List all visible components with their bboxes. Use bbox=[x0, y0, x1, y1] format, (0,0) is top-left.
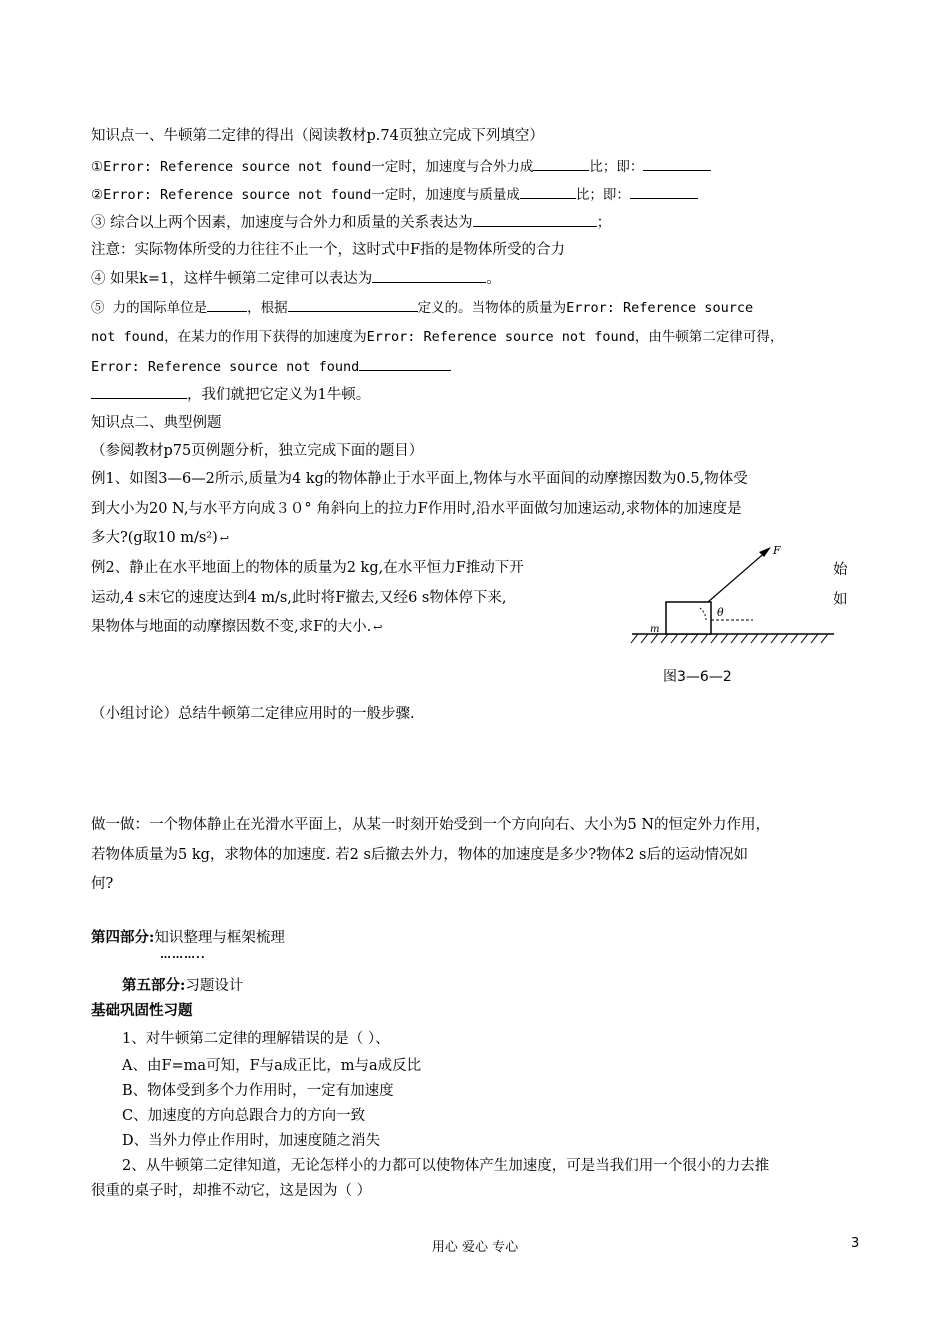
example2-line1: 例2、静止在水平地面上的物体的质量为2 kg,在水平恒力F推动下开 bbox=[91, 560, 524, 576]
kp1-item4-text: ④ 如果k=1，这样牛顿第二定律可以表达为 bbox=[91, 271, 373, 287]
angle-label: θ bbox=[717, 606, 724, 619]
fill-blank[interactable] bbox=[643, 156, 711, 171]
mass-label: m bbox=[650, 624, 660, 635]
kp1-item2-text: ②Error: Reference source not found一定时，加速度与质量成 bbox=[91, 187, 520, 203]
part4-label: 第四部分: bbox=[91, 929, 155, 946]
kp1-note: 注意：实际物体所受的力往往不止一个，这时式中F指的是物体所受的合力 bbox=[91, 242, 566, 258]
fill-blank[interactable] bbox=[359, 356, 451, 371]
kp1-item5-cont: not found，在某力的作用下获得的加速度为Error: Reference source not found，由牛顿第二定律可得， bbox=[91, 329, 784, 345]
fill-blank[interactable] bbox=[520, 184, 576, 199]
force-label: F bbox=[773, 544, 781, 557]
kp1-item5-text: ⑤ 力的国际单位是 bbox=[91, 300, 208, 316]
part4-title: 知识整理与框架梳理 bbox=[154, 930, 285, 946]
link-mark-icon: ↩ bbox=[373, 621, 383, 634]
fill-blank[interactable] bbox=[630, 184, 698, 199]
question1-option-b: B、物体受到多个力作用时，一定有加速度 bbox=[122, 1083, 394, 1099]
kp1-item4 bbox=[91, 268, 501, 289]
fill-blank[interactable] bbox=[207, 297, 247, 312]
example1-line2: 到大小为20 N,与水平方向成３０° 角斜向上的拉力F作用时,沿水平面做匀加速运动,求物体的加速度是 bbox=[91, 501, 742, 517]
kp1-item3-text2: ； bbox=[596, 215, 612, 231]
example2-line1-end: 始 bbox=[833, 562, 848, 578]
kp1-item3-text: ③ 综合以上两个因素，加速度与合外力和质量的关系表达为 bbox=[91, 215, 473, 231]
kp1-item1-text2: 比；即： bbox=[589, 159, 644, 175]
part4-dots: ……….. bbox=[160, 948, 206, 961]
kp2-subtitle: （参阅教材p75页例题分析，独立完成下面的题目） bbox=[91, 443, 424, 459]
kp1-item5-cont2 bbox=[91, 356, 451, 377]
example1-line1: 例1、如图3—6—2所示,质量为4 kg的物体静止于水平面上,物体与水平面间的动摩擦因数为0.5,物体受 bbox=[91, 471, 748, 487]
figure-caption: 图3—6—2 bbox=[663, 669, 732, 685]
question2-line1: 2、从牛顿第二定律知道，无论怎样小的力都可以使物体产生加速度，可是当我们用一个很小的力去推 bbox=[122, 1158, 770, 1174]
force-diagram-figure bbox=[628, 540, 838, 650]
kp1-item5-cont2-text: Error: Reference source not found bbox=[91, 359, 360, 375]
example2-line2-end: 如 bbox=[833, 592, 848, 608]
group-discussion: （小组讨论）总结牛顿第二定律应用时的一般步骤. bbox=[91, 706, 415, 722]
example2-line2: 运动,4 s末它的速度达到4 m/s,此时将F撤去,又经6 s物体停下来, bbox=[91, 590, 507, 606]
kp1-item2 bbox=[91, 184, 698, 205]
page-number: 3 bbox=[851, 1236, 860, 1251]
kp1-item4-text2: 。 bbox=[486, 271, 501, 287]
basic-exercises-heading: 基础巩固性习题 bbox=[91, 1002, 193, 1019]
kp2-title: 知识点二、典型例题 bbox=[91, 415, 222, 431]
example2-line3-text: 果物体与地面的动摩擦因数不变,求F的大小. bbox=[91, 619, 372, 635]
block bbox=[666, 602, 711, 634]
question1-option-d: D、当外力停止作用时，加速度随之消失 bbox=[122, 1133, 381, 1149]
kp1-item1 bbox=[91, 156, 711, 177]
link-mark-icon: ↩ bbox=[219, 532, 230, 545]
example1-line3-text: 多大?(g取10 m/s²) bbox=[91, 530, 218, 546]
fill-blank[interactable] bbox=[473, 212, 597, 227]
question1-option-a: A、由F=ma可知，F与a成正比，m与a成反比 bbox=[122, 1058, 422, 1074]
kp1-item5-end-text: ，我们就把它定义为1牛顿。 bbox=[187, 387, 371, 403]
try-line2: 若物体质量为5 kg，求物体的加速度. 若2 s后撤去外力，物体的加速度是多少?物体2 s后的运动情况如 bbox=[91, 847, 748, 863]
try-line3: 何? bbox=[91, 876, 114, 892]
question2-line2: 很重的桌子时，却推不动它，这是因为（ ） bbox=[91, 1183, 372, 1199]
ground-hatching bbox=[631, 634, 828, 643]
kp1-item5-text3: 定义的。当物体的质量为Error: Reference source bbox=[417, 300, 754, 316]
part5-label: 第五部分: bbox=[122, 977, 186, 994]
example1-line3 bbox=[91, 528, 229, 549]
kp1-item5-end bbox=[91, 384, 370, 405]
part5-title: 习题设计 bbox=[185, 978, 244, 994]
kp1-item1-text: ①Error: Reference source not found一定时，加速度与合外力成 bbox=[91, 159, 534, 175]
fill-blank[interactable] bbox=[372, 268, 486, 283]
question1-option-c: C、加速度的方向总跟合力的方向一致 bbox=[122, 1108, 366, 1124]
kp1-item5 bbox=[91, 297, 753, 318]
kp1-item5-text2: ，根据 bbox=[247, 300, 288, 316]
fill-blank[interactable] bbox=[91, 384, 187, 399]
question1-stem: 1、对牛顿第二定律的理解错误的是（ ）、 bbox=[122, 1031, 390, 1047]
example2-line3 bbox=[91, 617, 383, 638]
kp1-item3 bbox=[91, 212, 611, 233]
fill-blank[interactable] bbox=[533, 156, 589, 171]
kp1-title: 知识点一、牛顿第二定律的得出（阅读教材p.74页独立完成下列填空） bbox=[91, 128, 544, 144]
page-footer: 用心 爱心 专心 bbox=[431, 1240, 519, 1255]
try-line1: 做一做：一个物体静止在光滑水平面上，从某一时刻开始受到一个方向向右、大小为5 N的恒定外力作用， bbox=[91, 817, 771, 833]
force-line bbox=[708, 550, 768, 602]
part4-heading bbox=[91, 928, 285, 948]
fill-blank[interactable] bbox=[288, 297, 418, 312]
part5-heading bbox=[122, 976, 243, 996]
kp1-item2-text2: 比；即： bbox=[575, 187, 630, 203]
